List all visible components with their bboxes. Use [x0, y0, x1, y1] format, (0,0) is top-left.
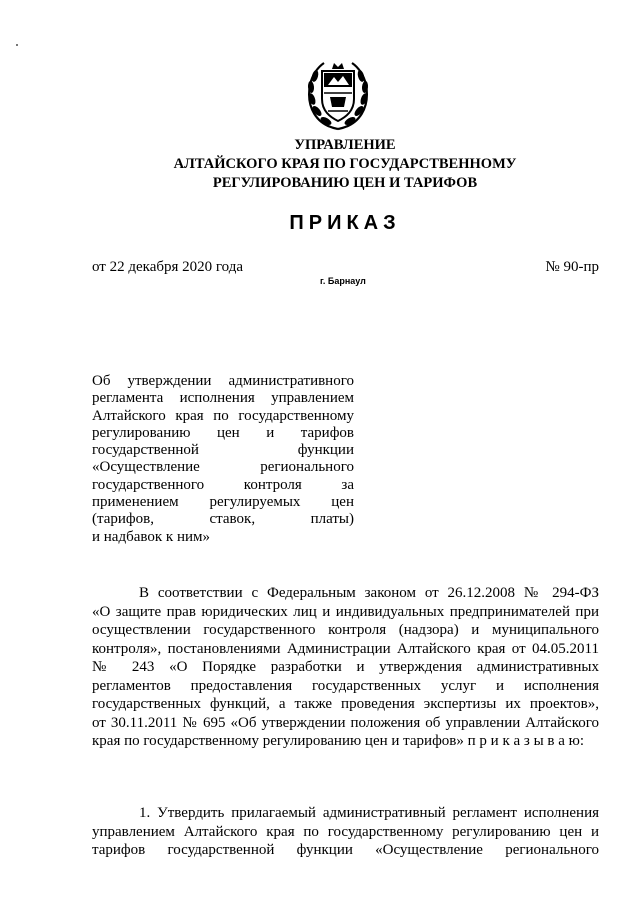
subject-line: Об утверждении административного: [92, 373, 354, 389]
subject-line: регулированию цен и тарифов: [92, 424, 354, 441]
preamble-line: осуществлении государственного контроля (надзора) и муниципального: [92, 622, 599, 638]
scan-speck: [16, 44, 18, 46]
preamble-line: № 243 «О Порядке разработки и утверждения административных: [92, 659, 599, 675]
org-line: РЕГУЛИРОВАНИЮ ЦЕН И ТАРИФОВ: [212, 175, 478, 191]
item-1-paragraph: [92, 804, 599, 860]
item-1-line: тарифов государственной функции «Осуществление регионального: [92, 842, 599, 858]
item-1-line: управлением Алтайского края по государственному регулированию цен и: [92, 823, 599, 840]
subject-line: «Осуществление регионального: [92, 459, 354, 476]
subject-line: Алтайского края по государственному: [92, 407, 354, 424]
preamble-line: регламентов предоставления государственных услуг и исполнения: [92, 677, 599, 694]
document-number: № 90-пр: [545, 259, 599, 275]
subject-line: регламента исполнения управлением: [92, 390, 354, 407]
coat-of-arms-emblem: [298, 55, 378, 135]
preamble-line: края по государственному регулированию цен и тарифов» п р и к а з ы в а ю:: [92, 733, 585, 749]
subject-line: применением регулируемых цен: [92, 494, 354, 511]
org-line: АЛТАЙСКОГО КРАЯ ПО ГОСУДАРСТВЕННОМУ: [173, 156, 517, 172]
preamble-line: «О защите прав юридических лиц и индивидуальных предпринимателей при: [92, 603, 599, 620]
preamble-line: контроля», постановлениями Администрации Алтайского края от 04.05.2011: [92, 640, 599, 657]
preamble-line: от 30.11.2011 № 695 «Об утверждении положения об управлении Алтайского: [92, 714, 599, 731]
document-date: от 22 декабря 2020 года: [92, 259, 244, 275]
preamble-line: государственных функций, а также проведения экспертизы их проектов»,: [92, 696, 599, 712]
document-subject: [92, 373, 354, 546]
preamble-line: В соответствии с Федеральным законом от 26.12.2008 № 294-ФЗ: [139, 585, 599, 601]
organization-name: [0, 136, 640, 193]
item-1-line: 1. Утвердить прилагаемый административный регламент исполнения: [139, 805, 599, 821]
subject-line: государственного контроля за: [92, 476, 354, 493]
document-type-title: ПРИКАЗ: [289, 212, 401, 234]
subject-line: государственной функции: [92, 442, 354, 459]
org-line: УПРАВЛЕНИЕ: [294, 137, 396, 153]
subject-line: и надбавок к ним»: [92, 528, 210, 545]
subject-line: (тарифов, ставок, платы): [92, 511, 354, 528]
preamble-paragraph: [92, 584, 599, 751]
document-city: г. Барнаул: [320, 276, 366, 286]
